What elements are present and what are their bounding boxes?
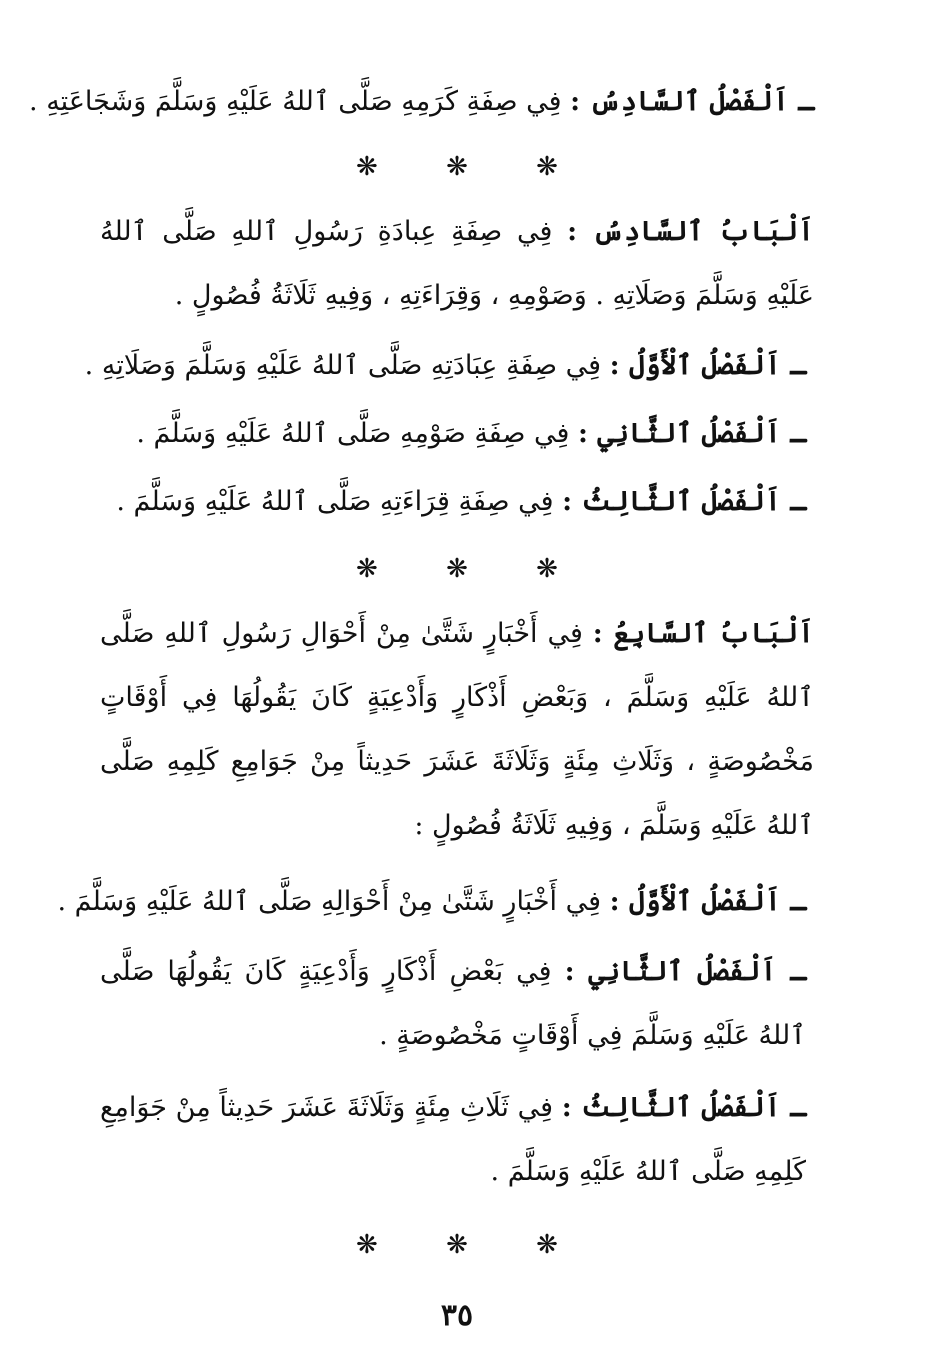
section-heading: ـ اَلْفَصْلُ ٱلثَّانِي : [564,956,806,987]
chapter-6-intro [100,200,814,328]
page-number: ٣٥ [440,1298,474,1333]
section-heading: ـ اَلْفَصْلُ ٱلْأَوَّلُ : [609,350,806,381]
chapter-6-section-3 [100,472,814,532]
chapter-heading: اَلْبَابُ ٱلسَّابِعُ : [592,618,814,649]
section-text: فِي بَعْضِ أَذْكَارٍ وَأَدْعِيَةٍ كَانَ يَقُولُهَا صَلَّى ٱللهُ عَلَيْهِ وَسَلَّمَ فِي أَوْقَاتٍ مَخْصُوصَةٍ . [100,956,806,1051]
section-heading: ـ اَلْفَصْلُ ٱلثَّالِثُ : [561,1092,806,1123]
section-text: فِي صِفَةِ صَوْمِهِ صَلَّى ٱللهُ عَلَيْهِ وَسَلَّمَ . [136,418,570,449]
section-text: فِي صِفَةِ قِرَاءَتِهِ صَلَّى ٱللهُ عَلَيْهِ وَسَلَّمَ . [116,486,554,517]
chapter-7-section-3 [100,1076,814,1204]
section-text: فِي صِفَةِ عِبَادَتِهِ صَلَّى ٱللهُ عَلَيْهِ وَسَلَّمَ وَصَلَاتِهِ . [84,350,602,381]
chapter-6-section-2 [100,404,814,464]
chapter-7-intro [100,602,814,858]
section-heading: ـ اَلْفَصْلُ ٱلثَّالِثُ : [562,486,806,517]
chapter-7-section-1 [57,872,814,932]
section-heading: ـ اَلْفَصْلُ ٱلْأَوَّلُ : [609,886,806,917]
section-text: فِي صِفَةِ كَرَمِهِ صَلَّى ٱللهُ عَلَيْهِ وَسَلَّمَ وَشَجَاعَتِهِ . [29,86,562,117]
chapter-text: فِي أَخْبَارٍ شَتَّىٰ مِنْ أَحْوَالِ رَسُولِ ٱللهِ صَلَّى ٱللهُ عَلَيْهِ وَسَلَّمَ ، وَبَعْضِ أَذْكَارٍ وَأَدْعِيَةٍ كَانَ يَقُولُهَا فِي أَوْقَاتٍ مَخْصُوصَةٍ ، وَثَلَاثِ مِئَةٍ وَثَلَاثَةَ عَشَرَ حَدِيثاً مِنْ جَوَامِعِ كَلِمِهِ صَلَّى ٱللهُ عَلَيْهِ وَسَلَّمَ ، وَفِيهِ ثَلَاثَةُ فُصُولٍ : [100,618,814,841]
section-heading: ـ اَلْفَصْلُ ٱلثَّانِي : [577,418,806,449]
chapter-heading: اَلْبَابُ ٱلسَّادِسُ : [567,216,814,247]
chapter-7-section-2 [100,940,814,1068]
section-text: فِي أَخْبَارٍ شَتَّىٰ مِنْ أَحْوَالِهِ صَلَّى ٱللهُ عَلَيْهِ وَسَلَّمَ . [57,886,602,917]
chapter-6-section-1 [84,336,814,396]
section-text: فِي ثَلَاثِ مِئَةٍ وَثَلَاثَةَ عَشَرَ حَدِيثاً مِنْ جَوَامِعِ كَلِمِهِ صَلَّى ٱللهُ عَلَيْهِ وَسَلَّمَ . [100,1092,806,1187]
section-heading: ـ اَلْفَصْلُ ٱلسَّادِسُ : [570,86,814,117]
separator-stars: ❋ ❋ ❋ [356,152,588,182]
section-6-generosity [29,72,814,132]
chapter-text: فِي صِفَةِ عِبادَةِ رَسُولِ ٱللهِ صَلَّى ٱللهُ عَلَيْهِ وَسَلَّمَ وَصَلَاتِهِ . وَصَوْمِهِ ، وَقِرَاءَتِهِ ، وَفِيهِ ثَلَاثَةُ فُصُولٍ . [100,216,814,311]
separator-stars: ❋ ❋ ❋ [356,1230,588,1260]
separator-stars: ❋ ❋ ❋ [356,554,588,584]
